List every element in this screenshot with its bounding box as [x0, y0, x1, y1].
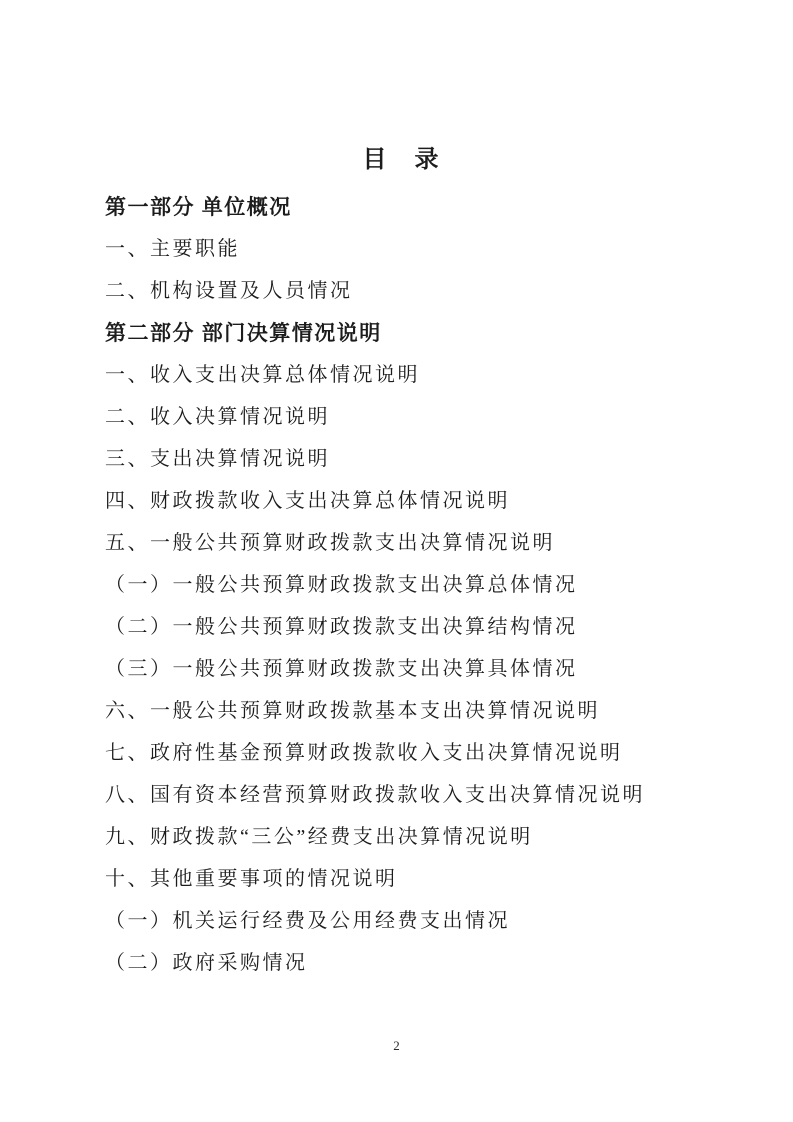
toc-item: （一）一般公共预算财政拨款支出决算总体情况 [105, 574, 578, 596]
toc-section-header-1: 第一部分 单位概况 [105, 195, 292, 219]
toc-item: 三、支出决算情况说明 [105, 448, 330, 470]
toc-item: 一、收入支出决算总体情况说明 [105, 364, 420, 386]
toc-item: 四、财政拨款收入支出决算总体情况说明 [105, 490, 510, 512]
toc-item: 一、主要职能 [105, 238, 240, 260]
toc-item: 二、收入决算情况说明 [105, 406, 330, 428]
toc-item: （二）一般公共预算财政拨款支出决算结构情况 [105, 616, 578, 638]
toc-item: （三）一般公共预算财政拨款支出决算具体情况 [105, 658, 578, 680]
toc-item: 六、一般公共预算财政拨款基本支出决算情况说明 [105, 700, 600, 722]
toc-item: 七、政府性基金预算财政拨款收入支出决算情况说明 [105, 742, 623, 764]
toc [105, 186, 698, 984]
page-number: 2 [393, 1038, 400, 1053]
toc-item: 二、机构设置及人员情况 [105, 280, 353, 302]
toc-item: 十、其他重要事项的情况说明 [105, 868, 398, 890]
toc-item: （二）政府采购情况 [105, 952, 308, 974]
toc-item: 五、一般公共预算财政拨款支出决算情况说明 [105, 532, 555, 554]
toc-section-header-2: 第二部分 部门决算情况说明 [105, 321, 382, 345]
toc-item: （一）机关运行经费及公用经费支出情况 [105, 910, 510, 932]
toc-item: 九、财政拨款“三公”经费支出决算情况说明 [105, 826, 533, 848]
toc-item: 八、国有资本经营预算财政拨款收入支出决算情况说明 [105, 784, 645, 806]
page-title: 目 录 [362, 147, 441, 173]
